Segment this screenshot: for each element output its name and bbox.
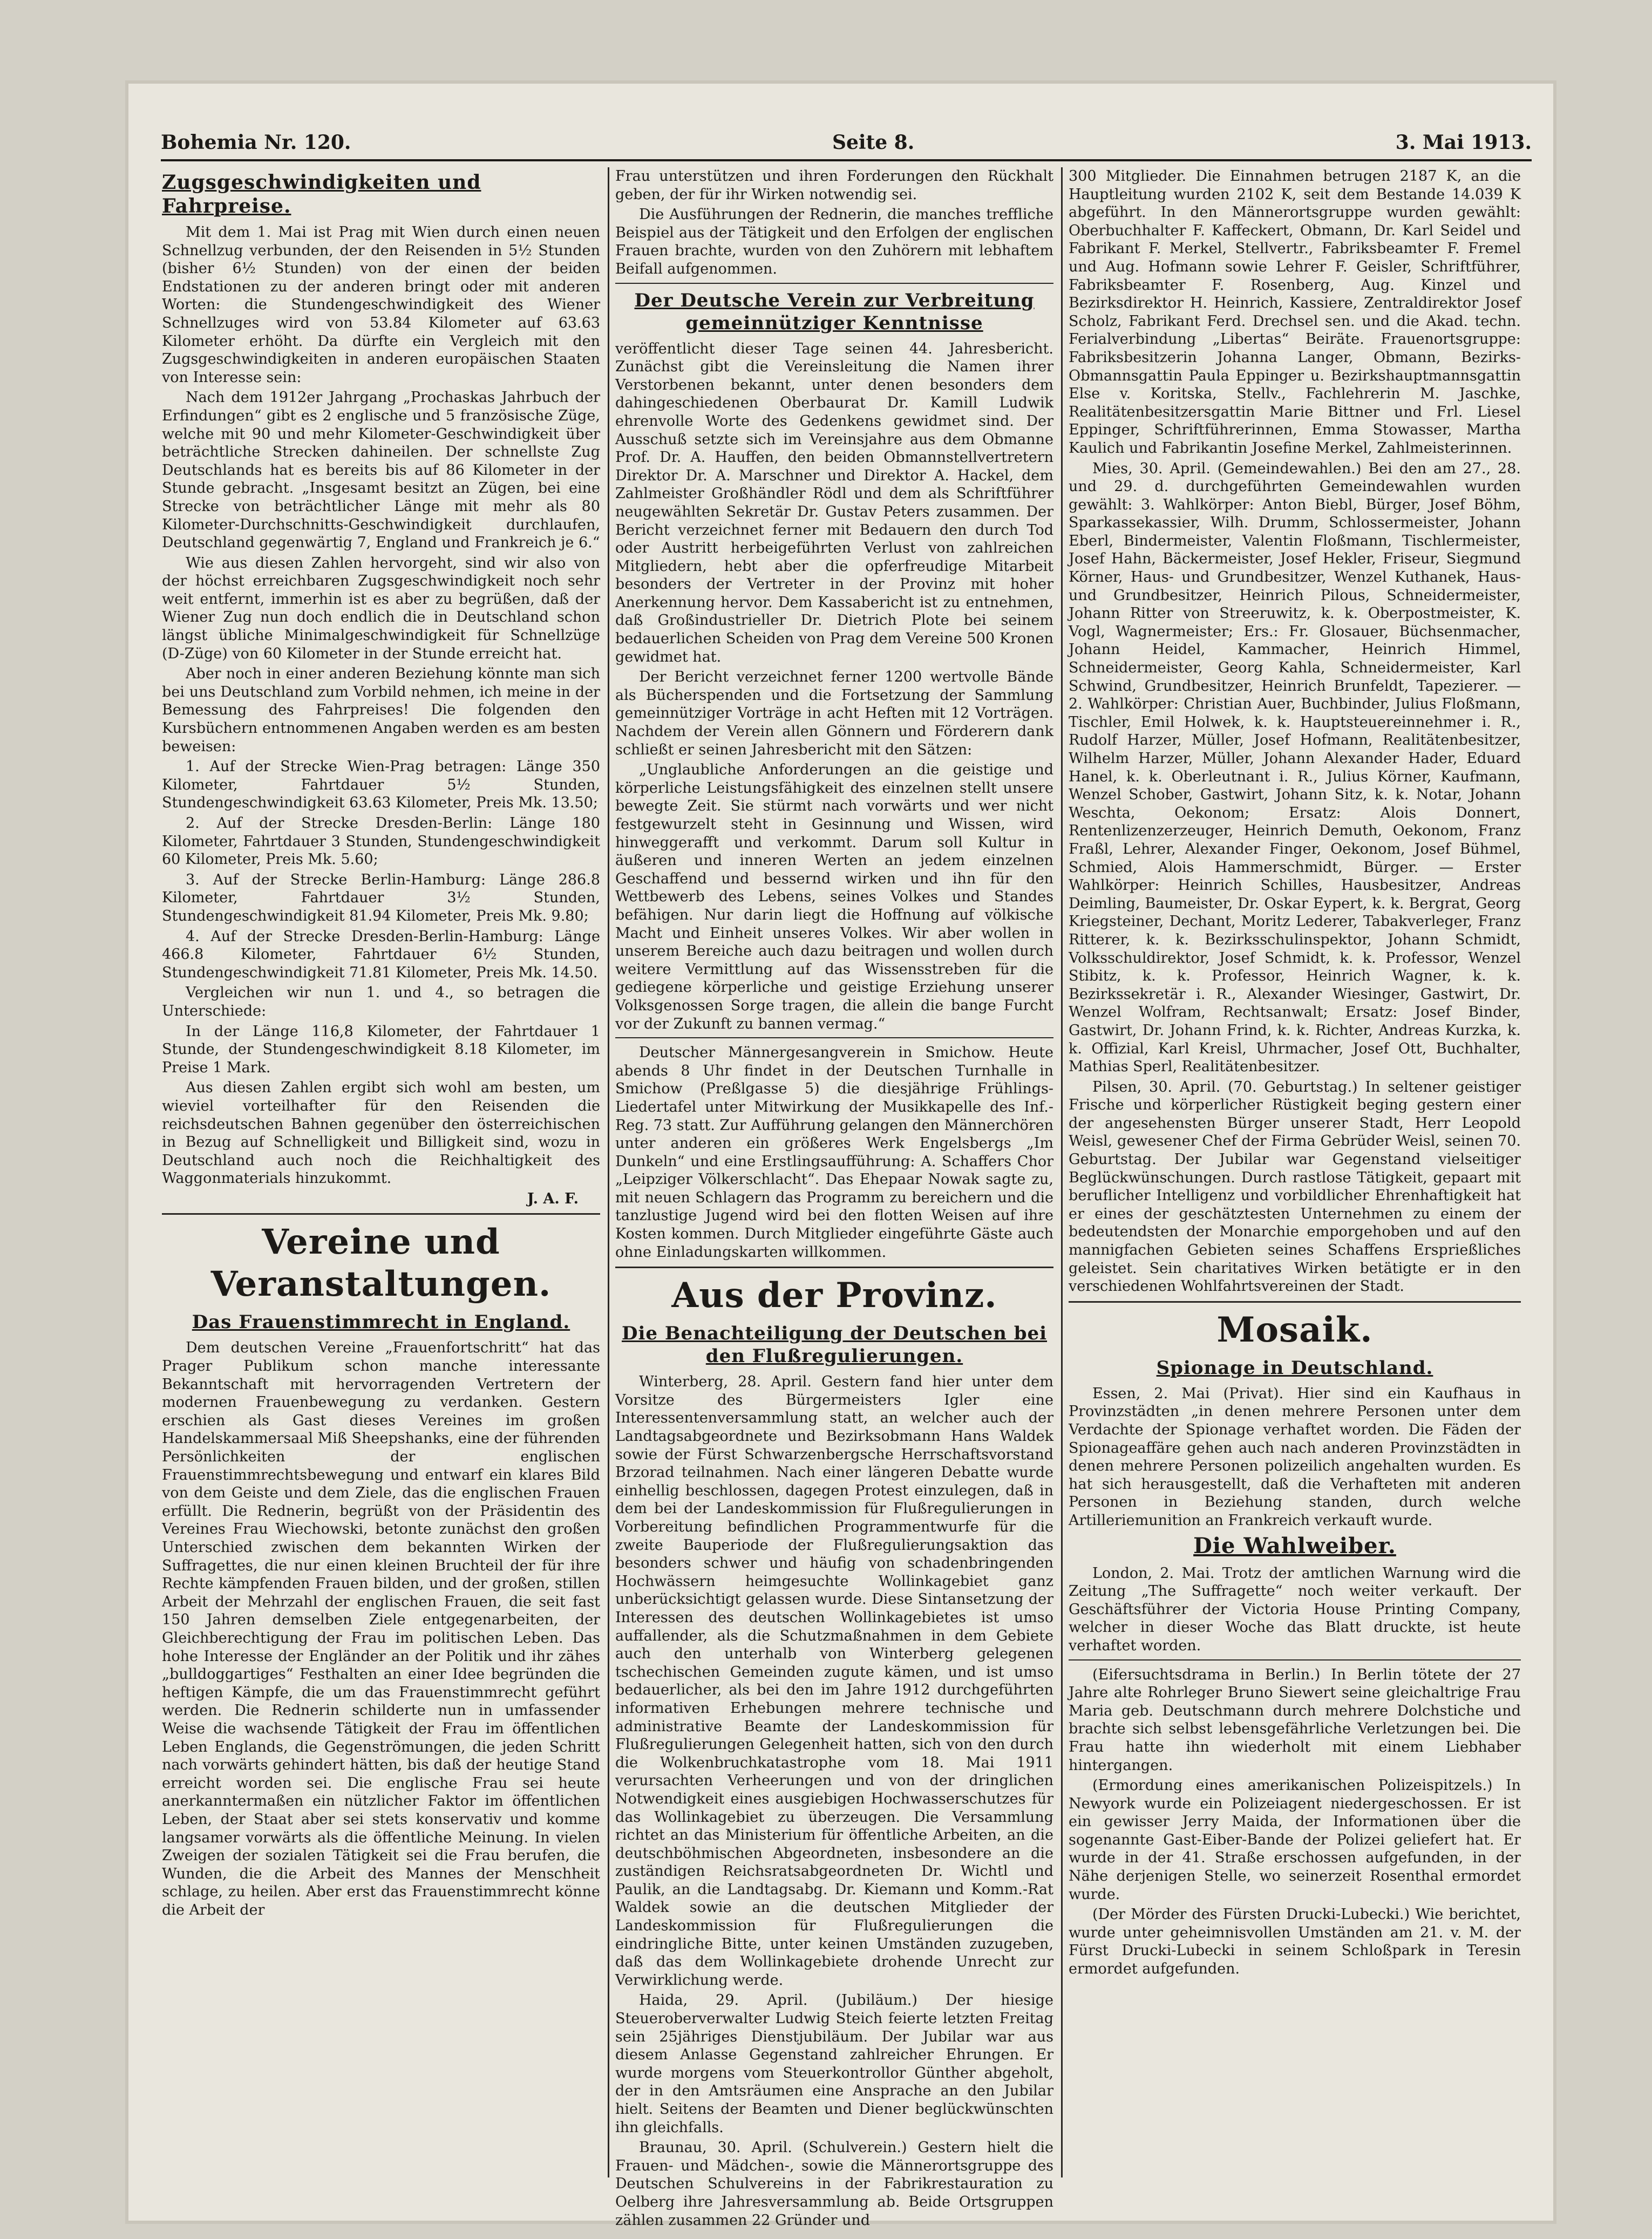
section-heading: Vereine und Veranstaltungen. [210, 1222, 552, 1305]
article-headline: Die Benachteiligung der Deutschen bei den Flußregulierungen. [621, 1323, 1048, 1367]
list-item: 4. Auf der Strecke Dresden-Berlin-Hamburg: Länge 466.8 Kilometer, Fahrtdauer 6½ Stunden, Stundengeschwindigkeit 71.81 Kilometer, Preis Mk. 14.50. [162, 928, 600, 981]
masthead-rule [161, 159, 1532, 161]
paragraph: Der Bericht verzeichnet ferner 1200 wertvolle Bände als Bücherspenden und die Fortsetzung der Sammlung gemeinnütziger Vorträge in acht Heften mit 12 Vorträgen. Nachdem der Verein allen Gönnern und Förderern dank schließt er seinen Jahresbericht mit den Sätzen: [615, 669, 1053, 758]
list-item: 2. Auf der Strecke Dresden-Berlin: Länge 180 Kilometer, Fahrtdauer 3 Stunden, Stundengeschwindigkeit 60 Kilometer, Preis Mk. 5.60; [162, 815, 600, 868]
paragraph: (Eifersuchtsdrama in Berlin.) In Berlin tötete der 27 Jahre alte Rohrleger Bruno Siewert seine gleichaltrige Frau Maria geb. Deutschmann durch mehrere Dolchstiche und brachte sich selbst lebensgefährliche Verletzungen bei. Die Frau hatte ihn wiederholt mit einem Liebhaber hintergangen. [1069, 1666, 1521, 1774]
author-signature: J. A. F. [527, 1190, 579, 1207]
paragraph: (Ermordung eines amerikanischen Polizeispitzels.) In Newyork wurde ein Polizeiagent niedergeschossen. Er ist ein gewisser Jerry Maida, der Informationen über die sogenannte Gast-Eiber-Bande der Polizei geliefert hat. Er wurde in der 41. Straße erschossen aufgefunden, in der Nähe derjenigen Stelle, wo seinerzeit Rosenthal ermordet wurde. [1069, 1777, 1521, 1903]
newspaper-page [128, 84, 1553, 2229]
paragraph: Mies, 30. April. (Gemeindewahlen.) Bei den am 27., 28. und 29. d. durchgeführten Gemeindewahlen wurden gewählt: 3. Wahlkörper: Anton Biebl, Bürger, Josef Böhm, Sparkassekassier, Wilh. Drumm, Schlossermeister, Johann Eberl, Bindermeister, Valentin Floßmann, Tischlermeister, Josef Hahn, Bäckermeister, Josef Hekler, Friseur, Siegmund Körner, Haus- und Grundbesitzer, Wenzel Kuthanek, Haus- und Grundbesitzer, Heinrich Pilous, Schneidermeister, Johann Ritter von Streeruwitz, k. k. Oberpostmeister, K. Vogl, Wagnermeister; Ers.: Fr. Glosauer, Büchsenmacher, Johann Heidel, Kammacher, Heinrich Himmel, Schneidermeister, Georg Kahla, Schneidermeister, Karl Schwind, Grundbesitzer, Heinrich Brunfeldt, Tapezierer. — 2. Wahlkörper: Christian Auer, Buchbinder, Julius Floßmann, Tischler, Emil Holwek, k. k. Hauptsteuereinnehmer i. R., Rudolf Harzer, Müller, Josef Hofmann, Realitätenbesitzer, Wilhelm Harzer, Müller, Johann Alexander Hader, Eduard Hanel, k. k. Oberleutnant i. R., Julius Körner, Kaufmann, Wenzel Schober, Gastwirt, Johann Sitz, k. k. Notar, Johann Weschta, Oekonom; Ersatz: Alois Donnert, Rentenlizenzerzeuger, Heinrich Demuth, Oekonom, Franz Fraßl, Lehrer, Alexander Finger, Oekonom, Josef Bühmel, Schmied, Alois Hammerschmidt, Bürger. — Erster Wahlkörper: Heinrich Schilles, Hausbesitzer, Andreas Deimling, Baumeister, Dr. Oskar Eypert, k. k. Bergrat, Georg Kriegsteiner, Dechant, Moritz Lederer, Tabakverleger, Franz Ritterer, k. k. Bezirksschulinspektor, Johann Schmidt, Volksschuldirektor, Josef Schmidt, k. k. Professor, Wenzel Stibitz, k. k. Professor, Heinrich Wagner, k. k. Bezirkssekretär i. R., Alexander Wiesinger, Gastwirt, Dr. Wenzel Wolfram, Rechtsanwalt; Ersatz: Josef Binder, Gastwirt, Dr. Johann Frind, k. k. Richter, Andreas Kurzka, k. k. Offizial, Karl Kreisl, Uhrmacher, Josef Ott, Buchhalter, Mathias Sperl, Realitätenbesitzer. [1069, 460, 1521, 1076]
article-headline: Zugsgeschwindigkeiten und Fahrpreise. [162, 171, 481, 217]
section-rule [1069, 1301, 1521, 1303]
list-item: 1. Auf der Strecke Wien-Prag betragen: Länge 350 Kilometer, Fahrtdauer 5½ Stunden, Stundengeschwindigkeit 63.63 Kilometer, Preis Mk. 13.50; [162, 758, 600, 812]
column-3 [1069, 167, 1521, 2188]
section-heading: Mosaik. [1216, 1309, 1373, 1350]
paragraph: Essen, 2. Mai (Privat). Hier sind ein Kaufhaus in Provinzstädten „in denen mehrere Personen unter dem Verdachte der Spionage verhaftet worden. Die Fäden der Spionageaffäre gehen auch nach anderen Provinzstädten in denen mehrere Personen polizeilich angehalten wurden. Es hat sich herausgestellt, daß die Verhafteten mit anderen Personen in Beziehung standen, durch welche Artilleriemunition an Frankreich verkauft wurde. [1069, 1385, 1521, 1529]
paragraph: Aus diesen Zahlen ergibt sich wohl am besten, um wieviel vorteilhafter für den Reisenden die reichsdeutschen Bahnen gegenüber den österreichischen in Bezug auf Schnelligkeit und Billigkeit sind, wozu in Deutschland auch noch die Reichhaltigkeit des Waggonmaterials hinzukommt. [162, 1079, 600, 1187]
paragraph: Nach dem 1912er Jahrgang „Prochaskas Jahrbuch der Erfindungen“ gibt es 2 englische und 5 französische Züge, welche mit 90 und mehr Kilometer-Geschwindigkeit über beträchtliche Strecken dahineilen. Der schnellste Zug Deutschlands hat es bereits bis auf 86 Kilometer in der Stunde gebracht. „Insgesamt besitzt an Zügen, bei eine Strecke von beträchtlicher Länge mit mehr als 80 Kilometer-Durchschnitts-Geschwindigkeit durchlaufen, Deutschland gegenwärtig 7, England und Frankreich je 6.“ [162, 389, 600, 552]
paragraph: veröffentlicht dieser Tage seinen 44. Jahresbericht. Zunächst gibt die Vereinsleitung die Namen ihrer Verstorbenen bekannt, unter denen besonders dem dahingeschiedenen Oberbaurat Dr. Kamill Ludwik ehrenvolle Worte des Gedenkens gewidmet sind. Der Ausschuß setzte sich im Vereinsjahre aus dem Obmanne Prof. Dr. A. Hauffen, den beiden Obmannstellvertretern Direktor Dr. A. Marschner und Direktor A. Hackel, dem Zahlmeister Großhändler Rödl und dem als Schriftführer neugewählten Sekretär Dr. Gustav Peters zusammen. Der Bericht verzeichnet ferner mit Bedauern den durch Tod oder Austritt herbeigeführten Verlust von zahlreichen Mitgliedern, hebt aber die opferfreudige Mitarbeit besonders der Vertreter in der Provinz mit hoher Anerkennung hervor. Dem Kassabericht ist zu entnehmen, daß Großindustrieller Dr. Dietrich Plote bei seinem bedauerlichen Scheiden von Prag dem Vereine 500 Kronen gewidmet hat. [615, 340, 1053, 665]
masthead-date: 3. Mai 1913. [1395, 131, 1532, 154]
paragraph: (Der Mörder des Fürsten Drucki-Lubecki.) Wie berichtet, wurde unter geheimnisvollen Umständen am 21. v. M. der Fürst Drucki-Lubecki in seinem Schloßpark in Teresin ermordet aufgefunden. [1069, 1906, 1521, 1978]
article-headline: Das Frauenstimmrecht in England. [192, 1311, 570, 1333]
article-headline: Spionage in Deutschland. [1156, 1357, 1433, 1379]
column-separator-2 [1061, 167, 1063, 2177]
paragraph: Deutscher Männergesangverein in Smichow. Heute abends 8 Uhr findet in der Deutschen Turnhalle in Smichow (Preßlgasse 5) die diesjährige Frühlings-Liedertafel unter Mitwirkung der Musikkapelle des Inf.-Reg. 73 statt. Zur Aufführung gelangen den Männerchören unter anderen ein größeres Werk Engelsbergs „Im Dunkeln“ und eine Erstlingsaufführung: A. Schaffers Chor „Leipziger Völkerschlacht“. Das Ehepaar Nowak sagte zu, mit neuen Schlagern das Programm zu bereichern und die tanzlustige Jugend wird bei den flotten Weisen auf ihre Kosten kommen. Durch Mitglieder eingeführte Gäste auch ohne Einladungskarten willkommen. [615, 1044, 1053, 1261]
paragraph: Dem deutschen Vereine „Frauenfortschritt“ hat das Prager Publikum schon manche interessante Bekanntschaft mit hervorragenden Vertretern der modernen Frauenbewegung zu verdanken. Gestern erschien als Gast dieses Vereines im großen Handelskammersaal Miß Sheepshanks, eine der führenden Persönlichkeiten der englischen Frauenstimmrechtsbewegung und entwarf ein klares Bild von dem Geiste und dem Ziele, das die englischen Frauen erfüllt. Die Rednerin, begrüßt von der Präsidentin des Vereines Frau Wiechowski, betonte zunächst den großen Unterschied zwischen dem bekannten Wirken der Suffragettes, die nur einen kleinen Bruchteil der für ihre Rechte kämpfenden Frauen bilden, und der großen, stillen Arbeit der Mehrzahl der englischen Frauen, die seit fast 150 Jahren demselben Ziele entgegenarbeiten, der Gleichberechtigung der Frau im politischen Leben. Das hohe Interesse der Engländer an der Politik und ihr zähes „bulldoggartiges“ Festhalten an einer Idee begründen die heftigen Kämpfe, die um das Frauenstimmrecht geführt werden. Die Rednerin schilderte nun in umfassender Weise die wachsende Tätigkeit der Frau im öffentlichen Leben Englands, die Gegenströmungen, die jeden Schritt nach vorwärts gehindert hätten, bis daß der heutige Stand erreicht worden sei. Die englische Frau sei heute anerkanntermaßen ein nützlicher Faktor im öffentlichen Leben, der Staat aber sei stets konservativ und komme langsamer vorwärts als die öffentliche Meinung. In vielen Zweigen der sozialen Tätigkeit sei die Frau berufen, die Wunden, die die Arbeit des Mannes der Menschheit schlage, zu heilen. Aber erst das Frauenstimmrecht könne die Arbeit der [162, 1339, 600, 1918]
paragraph: Braunau, 30. April. (Schulverein.) Gestern hielt die Frauen- und Mädchen-, sowie die Männerortsgruppe des Deutschen Schulvereins in der Fabrikrestauration zu Oelberg ihre Jahresversammlung ab. Beide Ortsgruppen zählen zusammen 22 Gründer und [615, 2139, 1053, 2229]
column-2 [615, 167, 1053, 2229]
paragraph: 300 Mitglieder. Die Einnahmen betrugen 2187 K, an die Hauptleitung wurden 2102 K, seit dem Bestande 14.039 K abgeführt. In den Männerortsgruppe wurden gewählt: Oberbuchhalter F. Kaffeckert, Obmann, Dr. Karl Seidel und Fabrikant F. Merkel, Stellvertr., Fabriksbeamter F. Fremel und Aug. Hofmann sowie Lehrer F. Geisler, Schriftführer, Fabriksbeamter F. Rosenberg, Aug. Kinzel und Bezirksdirektor H. Heinrich, Kassiere, Zentraldirektor Josef Scholz, Fabrikant Ferd. Drechsel sen. und die Akad. techn. Ferialverbindung „Libertas“ Beiräte. Frauenortsgruppe: Fabriksbesitzerin Johanna Langer, Obmann, Bezirks-Obmannsgattin Paula Eppinger u. Bezirkshauptmannsgattin Else v. Koritska, Stellv., Fachlehrerin M. Jaschke, Realitätenbesitzersgattin Marie Bittner und Frl. Liesel Eppinger, Schriftführerinnen, Emma Stowasser, Martha Kaulich und Fabrikantin Josefine Merkel, Zahlmeisterinnen. [1069, 168, 1521, 457]
masthead [161, 121, 1532, 154]
article-rule [615, 1037, 1053, 1038]
list-item: 3. Auf der Strecke Berlin-Hamburg: Länge 286.8 Kilometer, Fahrtdauer 3½ Stunden, Stundengeschwindigkeit 81.94 Kilometer, Preis Mk. 9.80; [162, 871, 600, 924]
article-rule [615, 283, 1053, 284]
masthead-page-number: Seite 8. [832, 131, 915, 154]
article-headline: Der Deutsche Verein zur Verbreitung gemeinnütziger Kenntnisse [634, 289, 1035, 334]
paragraph: Wie aus diesen Zahlen hervorgeht, sind wir also von der höchst erreichbaren Zugsgeschwindigkeit noch sehr weit entfernt, immerhin ist es aber zu begrüßen, daß der Wiener Zug nun doch endlich die in Deutschland schon längst übliche Minimalgeschwindigkeit für Schnellzüge (D-Züge) von 60 Kilometer in der Stunde erreicht hat. [162, 554, 600, 662]
paragraph: In der Länge 116,8 Kilometer, der Fahrtdauer 1 Stunde, der Stundengeschwindigkeit 8.18 Kilometer, im Preise 1 Mark. [162, 1023, 600, 1076]
paragraph: Die Ausführungen der Rednerin, die manches treffliche Beispiel aus der Tätigkeit und den Erfolgen der englischen Frauen brachte, wurden von den Zuhörern mit lebhaftem Beifall aufgenommen. [615, 206, 1053, 277]
masthead-paper-issue: Bohemia Nr. 120. [161, 131, 351, 154]
paragraph: Frau unterstützen und ihren Forderungen den Rückhalt geben, der für ihr Wirken notwendig sei. [615, 168, 1053, 203]
section-rule [615, 1267, 1053, 1268]
paragraph: Winterberg, 28. April. Gestern fand hier unter dem Vorsitze des Bürgermeisters Igler eine Interessentenversammlung statt, an welcher auch der Landtagsabgeordnete und Bezirksobmann Hans Waldek sowie der Fürst Schwarzenbergsche Herrschaftsvorstand Brzorad teilnahmen. Nach einer längeren Debatte wurde einhellig beschlossen, dagegen Protest einzulegen, daß in dem bei der Landeskommission für Flußregulierungen in Vorbereitung befindlichen Programmentwurfe für die zweite Bauperiode der Flußregulierungsaktion das besonders schwer und häufig von schadenbringenden Hochwässern heimgesuchte Wollinkagebiet ganz unberücksichtigt gelassen wurde. Diese Sintansetzung der Interessen des deutschen Wollinkagebietes ist umso auffallender, als die Schutzmaßnahmen in dem Gebiete auch den unterhalb von Winterberg gelegenen tschechischen Gemeinden zugute kämen, und ist umso bedauerlicher, als bei den im Jahre 1912 durchgeführten informativen Erhebungen mehrere technische und administrative Beamte der Landeskommission für Flußregulierungen Gelegenheit hatten, sich von den durch die Wolkenbruchkatastrophe vom 18. Mai 1911 verursachten Verheerungen und von der dringlichen Notwendigkeit eines ausgiebigen Hochwasserschutzes für das Wollinkagebiet zu überzeugen. Die Versammlung richtet an das Ministerium für öffentliche Arbeiten, an die deutschböhmischen Abgeordneten, insbesondere an die zuständigen Reichsratsabgeordneten Dr. Wichtl und Paulik, an die Landtagsabg. Dr. Kiemann und Komm.-Rat Waldek sowie an die deutschen Mitglieder der Landeskommission für Flußregulierungen die eindringliche Bitte, unter keinen Umständen zuzugeben, daß das dem Wollinkagebiete drohende Unrecht zur Verwirklichung werde. [615, 1373, 1053, 1989]
section-heading: Aus der Provinz. [671, 1275, 997, 1316]
paragraph: Aber noch in einer anderen Beziehung könnte man sich bei uns Deutschland zum Vorbild nehmen, ich meine in der Bemessung des Fahrpreises! Die folgenden den Kursbüchern entnommenen Angaben werden es am besten beweisen: [162, 665, 600, 755]
paragraph: Vergleichen wir nun 1. und 4., so betragen die Unterschiede: [162, 984, 600, 1019]
section-rule [162, 1213, 600, 1215]
column-separator-1 [608, 167, 609, 2177]
paragraph: Haida, 29. April. (Jubiläum.) Der hiesige Steueroberverwalter Ludwig Steich feierte letzten Freitag sein 25jähriges Dienstjubiläum. Der Jubilar war aus diesem Anlasse Gegenstand zahlreicher Ehrungen. Er wurde morgens vom Steuerkontrollor Günther abgeholt, der in den Amtsräumen eine Ansprache an den Jubilar hielt. Seitens der Beamten und Diener beglückwünschten ihn gleichfalls. [615, 1992, 1053, 2136]
article-headline: Die Wahlweiber. [1193, 1533, 1396, 1559]
paragraph: London, 2. Mai. Trotz der amtlichen Warnung wird die Zeitung „The Suffragette“ noch weiter verkauft. Der Geschäftsführer der Victoria House Printing Company, welcher in dieser Woche das Blatt druckte, ist heute verhaftet worden. [1069, 1564, 1521, 1654]
paragraph: „Unglaubliche Anforderungen an die geistige und körperliche Leistungsfähigkeit des einzelnen stellt unsere bewegte Zeit. Sie stürmt nach vorwärts und wer nicht festgewurzelt steht in Gesinnung und Wissen, wird hinweggerafft und verkommt. Darum soll Kultur in äußeren und inneren Werten an jedem einzelnen Geschaffend und bessernd wirken und ihn für den Wettbewerb des Lebens, seines Volkes und Standes befähigen. Nur darin liegt die Hoffnung auf völkische Macht und Einheit unseres Volkes. Wir aber wollen in unserem Bereiche auch dazu beitragen und wollen durch weitere Vermittlung auf das Wissensstreben für die gediegene körperliche und geistige Erziehung unserer Volksgenossen Sorge tragen, die allein die bange Furcht vor der Zukunft zu bannen vermag.“ [615, 761, 1053, 1032]
article-rule [1069, 1659, 1521, 1660]
paragraph: Mit dem 1. Mai ist Prag mit Wien durch einen neuen Schnellzug verbunden, der den Reisenden in 5½ Stunden (bisher 6½ Stunden) von der einen der beiden Endstationen zu der anderen bringt oder mit anderen Worten: die Stundengeschwindigkeit des Wiener Schnellzuges wird von 53.84 Kilometer auf 63.63 Kilometer erhöht. Da dürfte ein Vergleich mit den Zugsgeschwindigkeiten in anderen europäischen Staaten von Interesse sein: [162, 224, 600, 386]
column-1 [162, 167, 600, 2188]
paragraph: Pilsen, 30. April. (70. Geburtstag.) In seltener geistiger Frische und körperlicher Rüstigkeit beging gestern einer der angesehensten Bürger unserer Stadt, Herr Leopold Weisl, gewesener Chef der Firma Gebrüder Weisl, seinen 70. Geburtstag. Der Jubilar war Gegenstand vielseitiger Beglückwünschungen. Durch rastlose Tätigkeit, gepaart mit beruflicher Intelligenz und vorbildlicher Ehrenhaftigkeit hat er eines der geschätztesten Unternehmen zu einem der bedeutendsten der Monarchie emporgehoben und auf den mannigfachen Gebieten seines Schaffens Ersprießliches geleistet. Sein charitatives Wirken betätigte er in den verschiedenen Wohlfahrtsvereinen der Stadt. [1069, 1078, 1521, 1295]
